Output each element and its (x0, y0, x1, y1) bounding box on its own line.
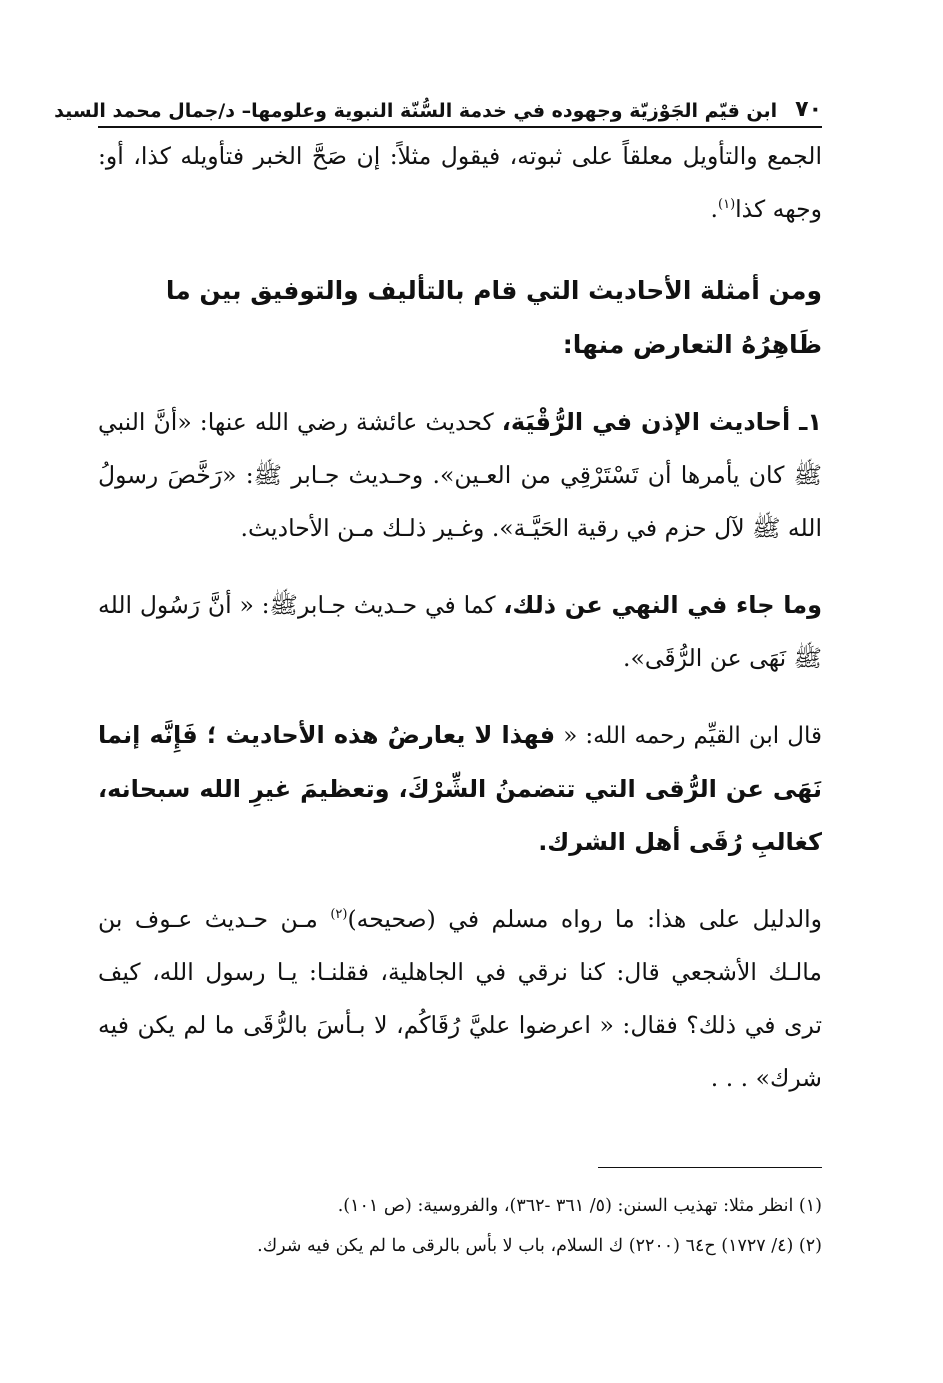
evidence-text-b: مـن حـديث عـوف بن مالـك الأشجعي قال: كنا نرقي في الجاهلية، فقلنـا: يـا رسول الله، كيف ترى في ذلك؟ فقال: « اعرضوا عليَّ رُقَاكُم، لا بـأسَ بالرُّقَى ما لم يكن فيه شرك» . . . (98, 905, 822, 1092)
running-header (54, 78, 822, 128)
quote-text: فهذا لا يعارضُ هذه الأحاديث ؛ فَإِنَّه إنما نَهَى عن الرُّقى التي تتضمنُ الشِّرْكَ، وتعظيمَ غيرِ الله سبحانه، كغالبِ رُقَى أهل الشرك. (98, 721, 822, 856)
footnote-ref-1[interactable]: (١) (718, 197, 736, 213)
page-number: ٧٠ (795, 97, 822, 122)
footnote-ref-2[interactable]: (٢) (330, 907, 348, 923)
footnotes (98, 1186, 822, 1266)
section-heading: ومن أمثلة الأحاديث التي قام بالتأليف والتوفيق بين ما ظَاهِرُهُ التعارض منها: (165, 276, 822, 359)
item-2-text: كما في حـديث جـابرﷺ: « أنَّ رَسُول الله ﷺ نَهَى عن الرُّقَى». (98, 591, 822, 672)
running-title: ابن قيّم الجَوْزيّة وجهوده في خدمة السُّنّة النبوية وعلومها– د/جمال محمد السيد (54, 100, 778, 122)
item-2-title: وما جاء في النهي عن ذلك، (503, 591, 822, 619)
footnote-1: (١) انظر مثلا: تهذيب السنن: (٥/ ٣٦١ -٣٦٢)، والفروسية: (ص ١٠١). (337, 1196, 822, 1216)
paragraph-end: . (710, 195, 719, 223)
ibn-qayyim-quote (98, 709, 822, 869)
footnote-divider (598, 1167, 822, 1168)
evidence-paragraph (98, 893, 822, 1105)
item-2-paragraph (98, 579, 822, 685)
quote-intro: قال ابن القيِّم رحمه الله: « (555, 723, 822, 749)
evidence-text-a: والدليل على هذا: ما رواه مسلم في (صحيحه) (347, 905, 822, 933)
book-page (54, 78, 822, 1266)
item-1-paragraph (98, 396, 822, 555)
paragraph-continuation (98, 130, 822, 236)
footnote-2: (٢) (٤/ ١٧٢٧) ح٦٤ (٢٢٠٠) ك السلام، باب لا بأس بالرقى ما لم يكن فيه شرك. (257, 1236, 822, 1256)
item-1-title: ١ـ أحاديث الإذن في الرُّقْيَة، (501, 408, 822, 436)
item-1-text: كحديث عائشة رضي الله عنها: «أنَّ النبي ﷺ كان يأمرها أن تَسْتَرْقِي من العـين». وحـديث جـابر ﷺ: «رَخَّصَ رسولُ الله ﷺ لآل حزم في رقية الحَيَّـة». وغـير ذلـك مـن الأحاديث. (98, 408, 822, 542)
paragraph-text: الجمع والتأويل معلقاً على ثبوته، فيقول مثلاً: إن صَحَّ الخبر فتأويله كذا، أو: وجهه كذا (98, 142, 822, 223)
